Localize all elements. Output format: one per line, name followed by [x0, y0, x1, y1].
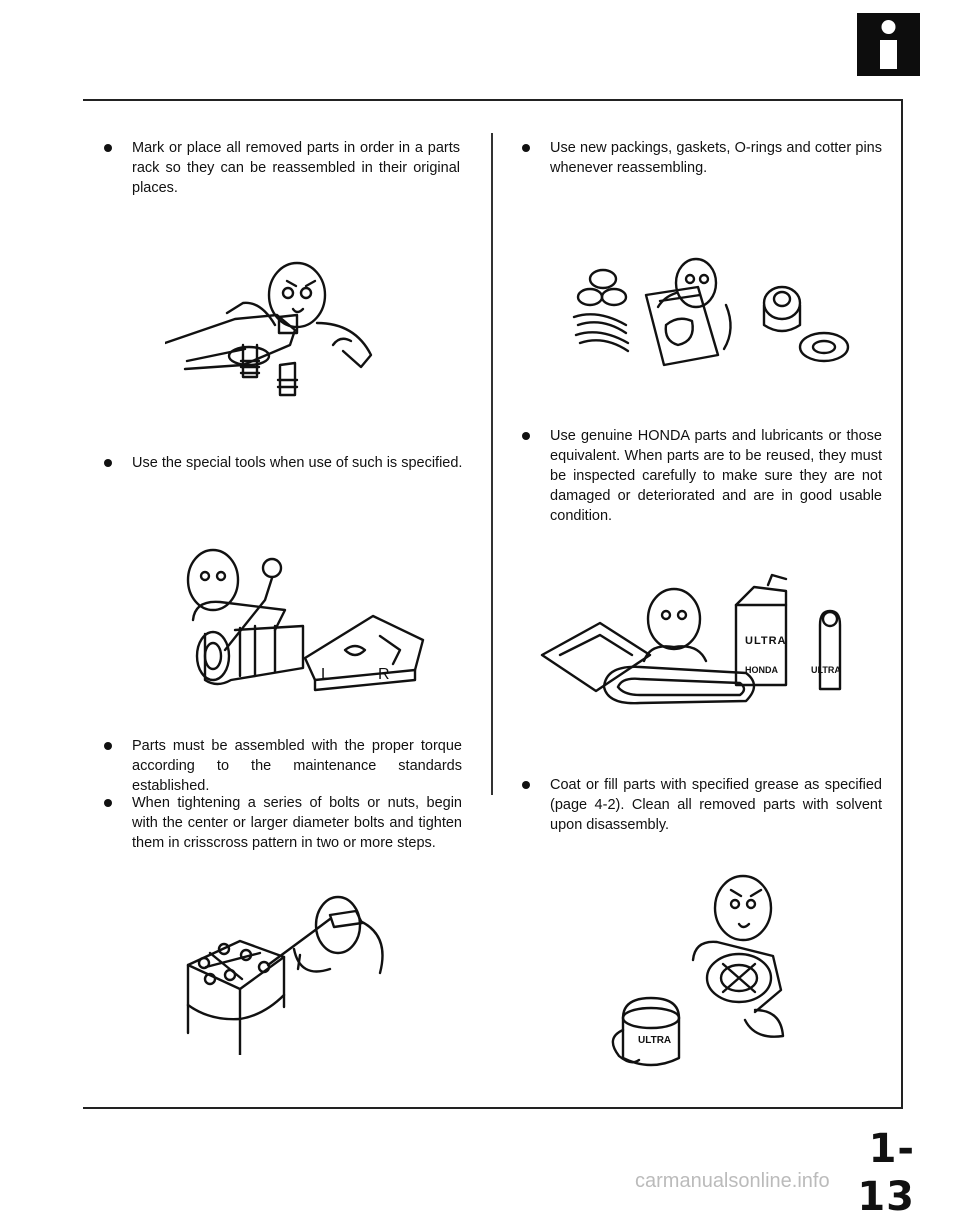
illustration-packings-gaskets: [568, 255, 868, 370]
grease-can-label: ULTRA: [638, 1035, 672, 1046]
bullet-dot: [522, 781, 530, 789]
bullet-dot: [104, 799, 112, 807]
bullet-dot: [522, 432, 530, 440]
column-divider: [491, 133, 493, 795]
bullet-text: Coat or fill parts with specified grease as specified (page 4-2). Clean all removed parts with solvent upon disassembly.: [550, 777, 882, 833]
illustration-genuine-parts: [540, 555, 855, 725]
bullet-text: Mark or place all removed parts in order in a parts rack so they can be reassembled in their original places.: [132, 140, 460, 196]
bullet-dot: [104, 742, 112, 750]
bullet-text: Use new packings, gaskets, O-rings and cotter pins whenever reassembling.: [550, 140, 882, 176]
bullet-text: Use genuine HONDA parts and lubricants or those equivalent. When parts are to be reused, they must be inspected carefully to make sure they are not damaged or deteriorated and are in good usable condition.: [550, 428, 882, 524]
rack-label-right: R: [378, 666, 390, 683]
can-label-large: ULTRA: [745, 635, 787, 647]
bullet-dot: [104, 144, 112, 152]
page-number: 1-13: [857, 1126, 915, 1220]
bullet-text: Use the special tools when use of such is specified.: [132, 455, 463, 471]
can-label-small: ULTRA: [811, 665, 841, 675]
bullet-dot: [522, 144, 530, 152]
right-rule: [901, 99, 903, 1109]
brand-label: HONDA: [745, 665, 778, 675]
bullet-dot: [104, 459, 112, 467]
illustration-crisscross-tightening: [180, 895, 395, 1055]
bullet-text: When tightening a series of bolts or nuts, begin with the center or larger diameter bolts and tighten them in crisscross pattern in two or more steps.: [132, 795, 462, 851]
top-rule: [83, 99, 903, 101]
illustration-grease-bearing: [605, 860, 805, 1075]
illustration-parts-rack-tool: [165, 245, 400, 415]
rack-label-left: L: [321, 666, 330, 683]
watermark: carmanualsonline.info: [635, 1170, 830, 1192]
illustration-special-tools: [165, 530, 435, 715]
info-icon: [857, 13, 920, 76]
bullet-text: Parts must be assembled with the proper torque according to the maintenance standards established.: [132, 738, 462, 794]
bottom-rule: [83, 1107, 903, 1109]
